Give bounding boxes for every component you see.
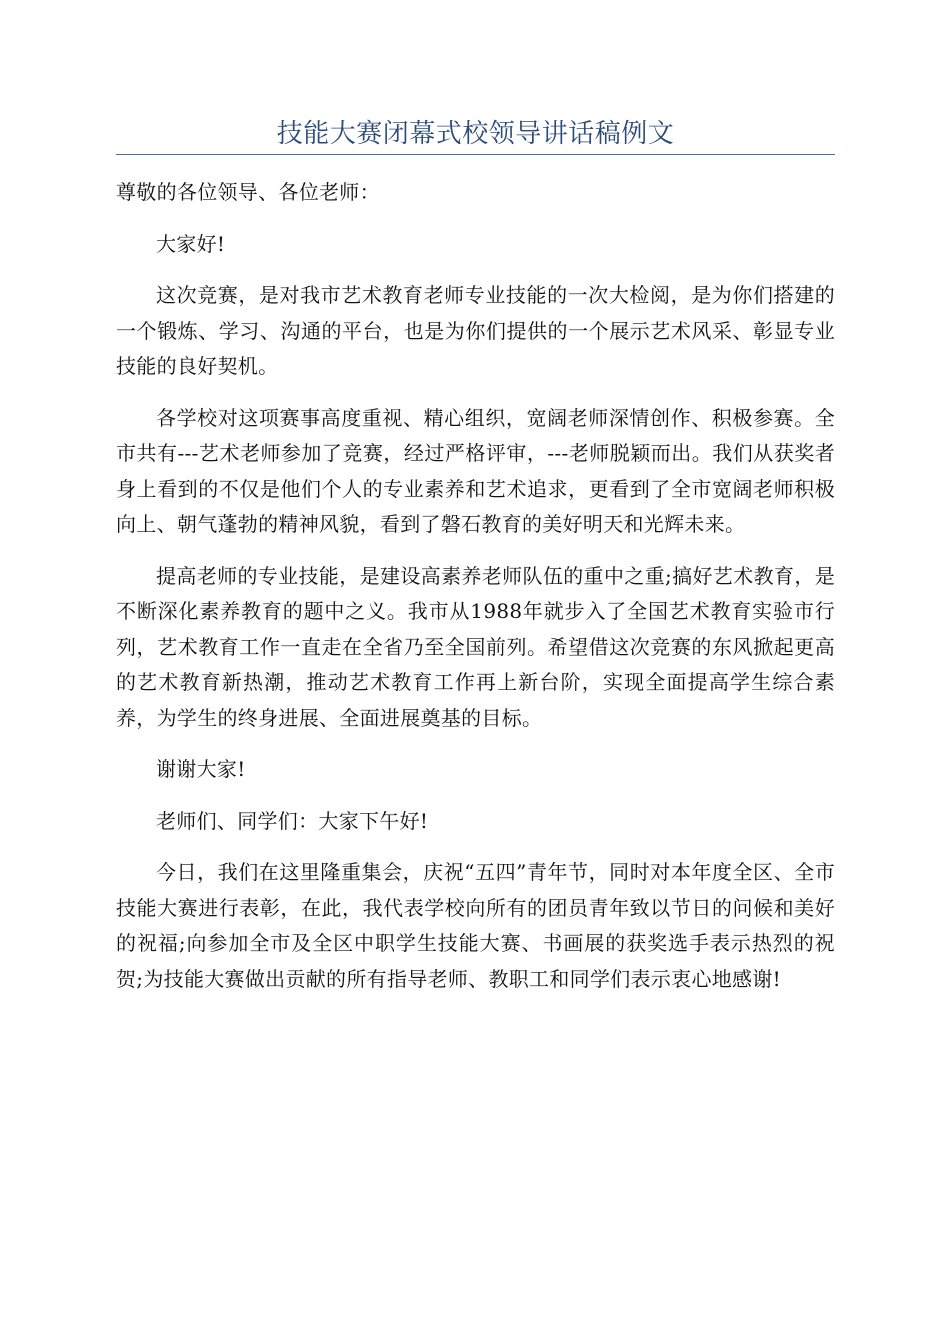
second-greeting: 老师们、同学们：大家下午好! <box>156 808 429 833</box>
title-underline <box>116 154 835 155</box>
document-body <box>116 175 835 997</box>
paragraph-youth-day: 今日，我们在这里隆重集会，庆祝“五四”青年节，同时对本年度全区、全市技能大赛进行表彰，在此，我代表学校向所有的团员青年致以节日的问候和美好的祝福;向参加全市及全区中职学生技能大赛、书画展的获奖选手表示热烈的祝贺;为技能大赛做出贡献的所有指导老师、教职工和同学们表示衷心地感谢! <box>116 860 835 991</box>
closing-thanks: 谢谢大家! <box>156 757 246 781</box>
paragraph-art-education: 提高老师的专业技能，是建设高素养老师队伍的重中之重;搞好艺术教育，是不断深化素养教育的题中之义。我市从1988年就步入了全国艺术教育实验市行列，艺术教育工作一直走在全省乃至全国前列。希望借这次竞赛的东风掀起更高的艺术教育新热潮，推动艺术教育工作再上新台阶，实现全面提高学生综合素养，为学生的终身进展、全面进展奠基的目标。 <box>116 563 835 730</box>
document-page <box>116 0 835 1013</box>
greeting: 大家好! <box>156 231 226 256</box>
salutation: 尊敬的各位领导、各位老师： <box>116 180 380 204</box>
paragraph-competition-intro: 这次竞赛，是对我市艺术教育老师专业技能的一次大检阅，是为你们搭建的一个锻炼、学习、沟通的平台，也是为你们提供的一个展示艺术风采、彰显专业技能的良好契机。 <box>116 283 835 378</box>
paragraph-participation: 各学校对这项赛事高度重视、精心组织，宽阔老师深情创作、积极参赛。全市共有---艺术老师参加了竞赛，经过严格评审，---老师脱颖而出。我们从获奖者身上看到的不仅是他们个人的专业素养和艺术追求，更看到了全市宽阔老师积极向上、朝气蓬勃的精神风貌，看到了磐石教育的美好明天和光辉未来。 <box>116 405 835 536</box>
document-title: 技能大赛闭幕式校领导讲话稿例文 <box>276 119 675 149</box>
